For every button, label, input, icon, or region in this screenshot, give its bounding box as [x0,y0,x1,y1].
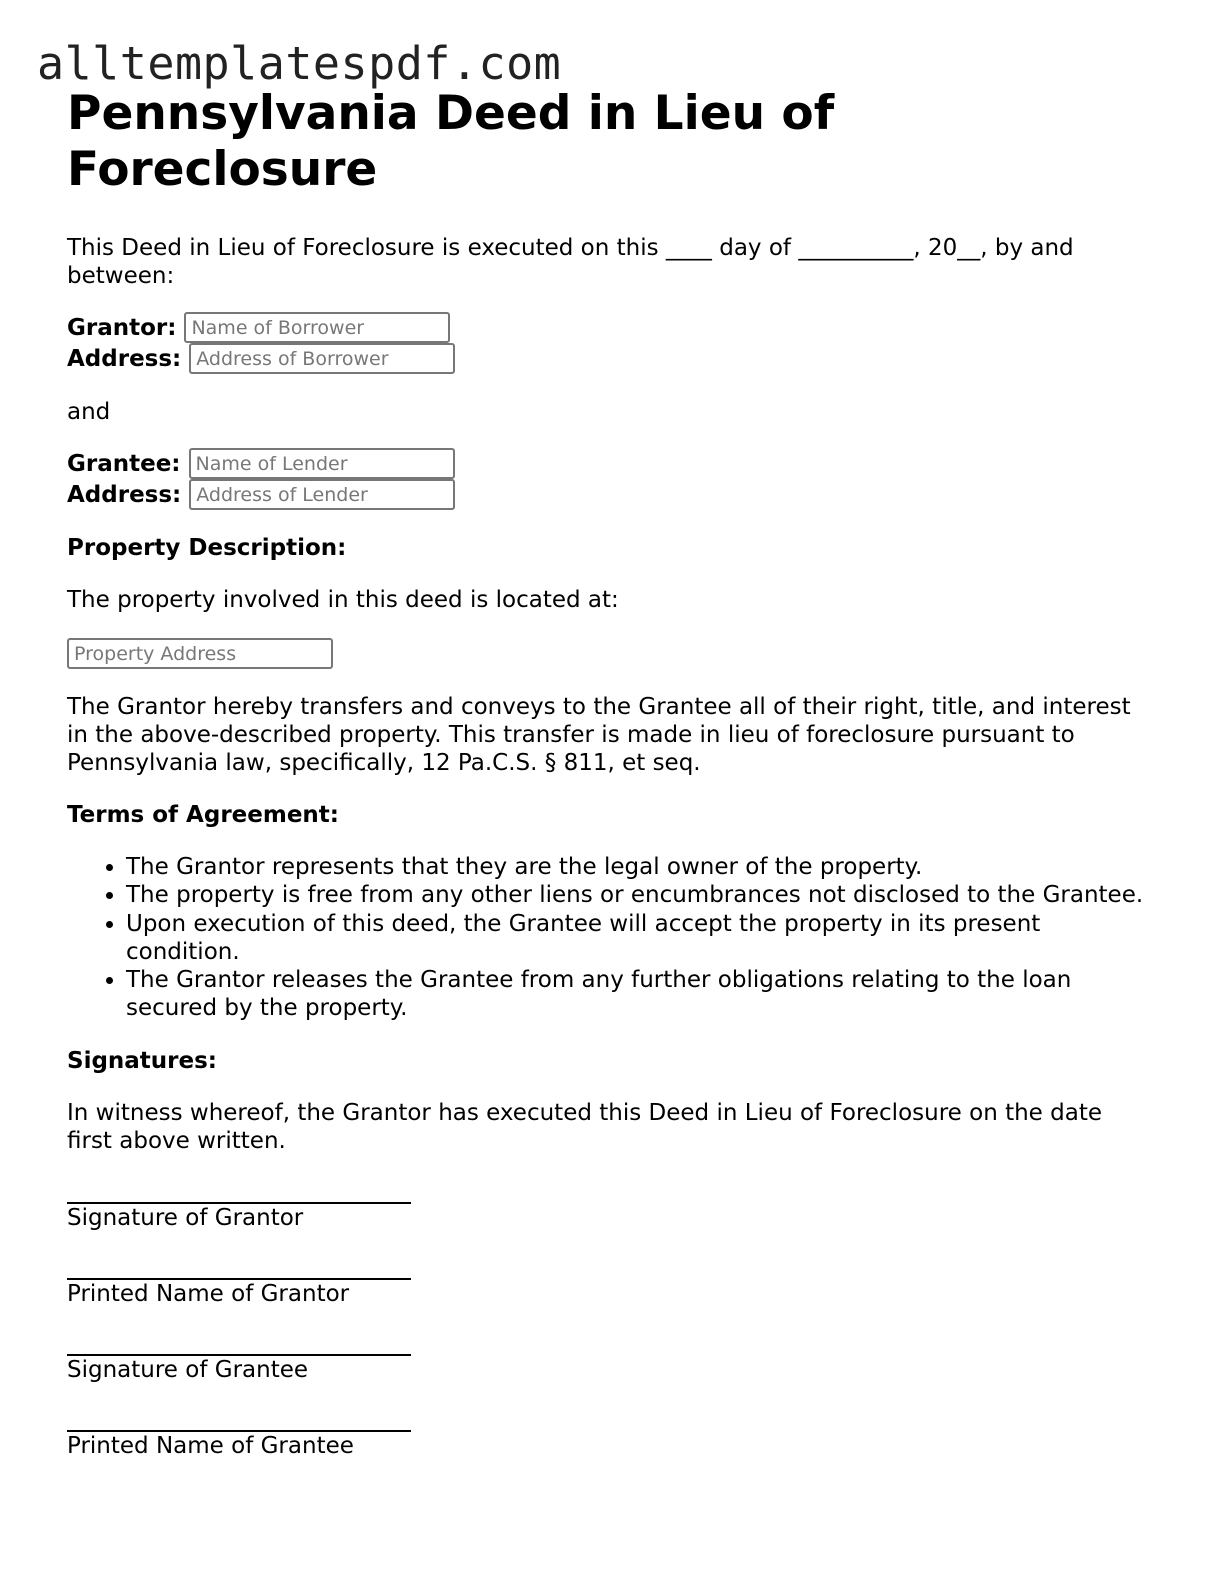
grantee-block [67,448,1147,510]
grantee-name-row [67,448,1147,479]
signature-line[interactable] [67,1256,411,1280]
grantee-address-row [67,479,1147,510]
property-address-input[interactable] [67,638,333,669]
signature-line[interactable] [67,1408,411,1432]
grantor-address-label: Address: [67,345,182,372]
signature-label: Printed Name of Grantee [67,1432,354,1459]
grantor-label: Grantor: [67,314,177,341]
terms-list-item: • The property is free from any other liens or encumbrances not disclosed to the Grantee. [126,881,1147,909]
grantee-address-input[interactable] [189,479,455,510]
signature-line[interactable] [67,1180,411,1204]
terms-list-item: • The Grantor releases the Grantee from any further obligations relating to the loan secured by the property. [126,966,1147,1023]
signature-label: Printed Name of Grantor [67,1280,350,1307]
intro-paragraph: This Deed in Lieu of Foreclosure is executed on this ____ day of __________, 20__, by and between: [67,235,1074,289]
signature-grantee-block [67,1332,1147,1384]
signature-line[interactable] [67,1332,411,1356]
grantor-address-row [67,343,1147,374]
grantor-block [67,312,1147,374]
grantor-name-row [67,312,1147,343]
document-page [67,86,1147,1460]
transfer-paragraph: The Grantor hereby transfers and conveys to the Grantee all of their right, title, and interest in the above-described property. This transfer is made in lieu of foreclosure pursuant to Pennsylvania law, specifically, 12 Pa.C.S. § 811, et seq. [67,694,1131,776]
printed-name-grantor-block [67,1256,1147,1308]
property-address-row [67,638,1147,669]
signature-label: Signature of Grantor [67,1204,304,1231]
signature-label: Signature of Grantee [67,1356,309,1383]
grantor-name-input[interactable] [184,312,450,343]
grantee-name-input[interactable] [189,448,455,479]
terms-heading: Terms of Agreement: [67,802,339,828]
property-heading: Property Description: [67,535,347,561]
printed-name-grantee-block [67,1408,1147,1460]
terms-list-item: • Upon execution of this deed, the Grantee will accept the property in its present condition. [126,910,1147,967]
witness-paragraph: In witness whereof, the Grantor has executed this Deed in Lieu of Foreclosure on the date first above written. [67,1099,1102,1154]
grantor-address-input[interactable] [189,343,455,374]
document-title: Pennsylvania Deed in Lieu of Foreclosure [67,86,835,197]
terms-list [67,853,1147,1023]
grantee-address-label: Address: [67,481,182,508]
watermark-text: alltemplatespdf.com [37,37,562,90]
grantee-label: Grantee: [67,450,181,477]
signature-grantor-block [67,1180,1147,1232]
property-located-text: The property involved in this deed is located at: [67,587,619,613]
terms-list-item: • The Grantor represents that they are the legal owner of the property. [126,853,1147,881]
and-text: and [67,399,111,425]
signatures-heading: Signatures: [67,1047,218,1074]
